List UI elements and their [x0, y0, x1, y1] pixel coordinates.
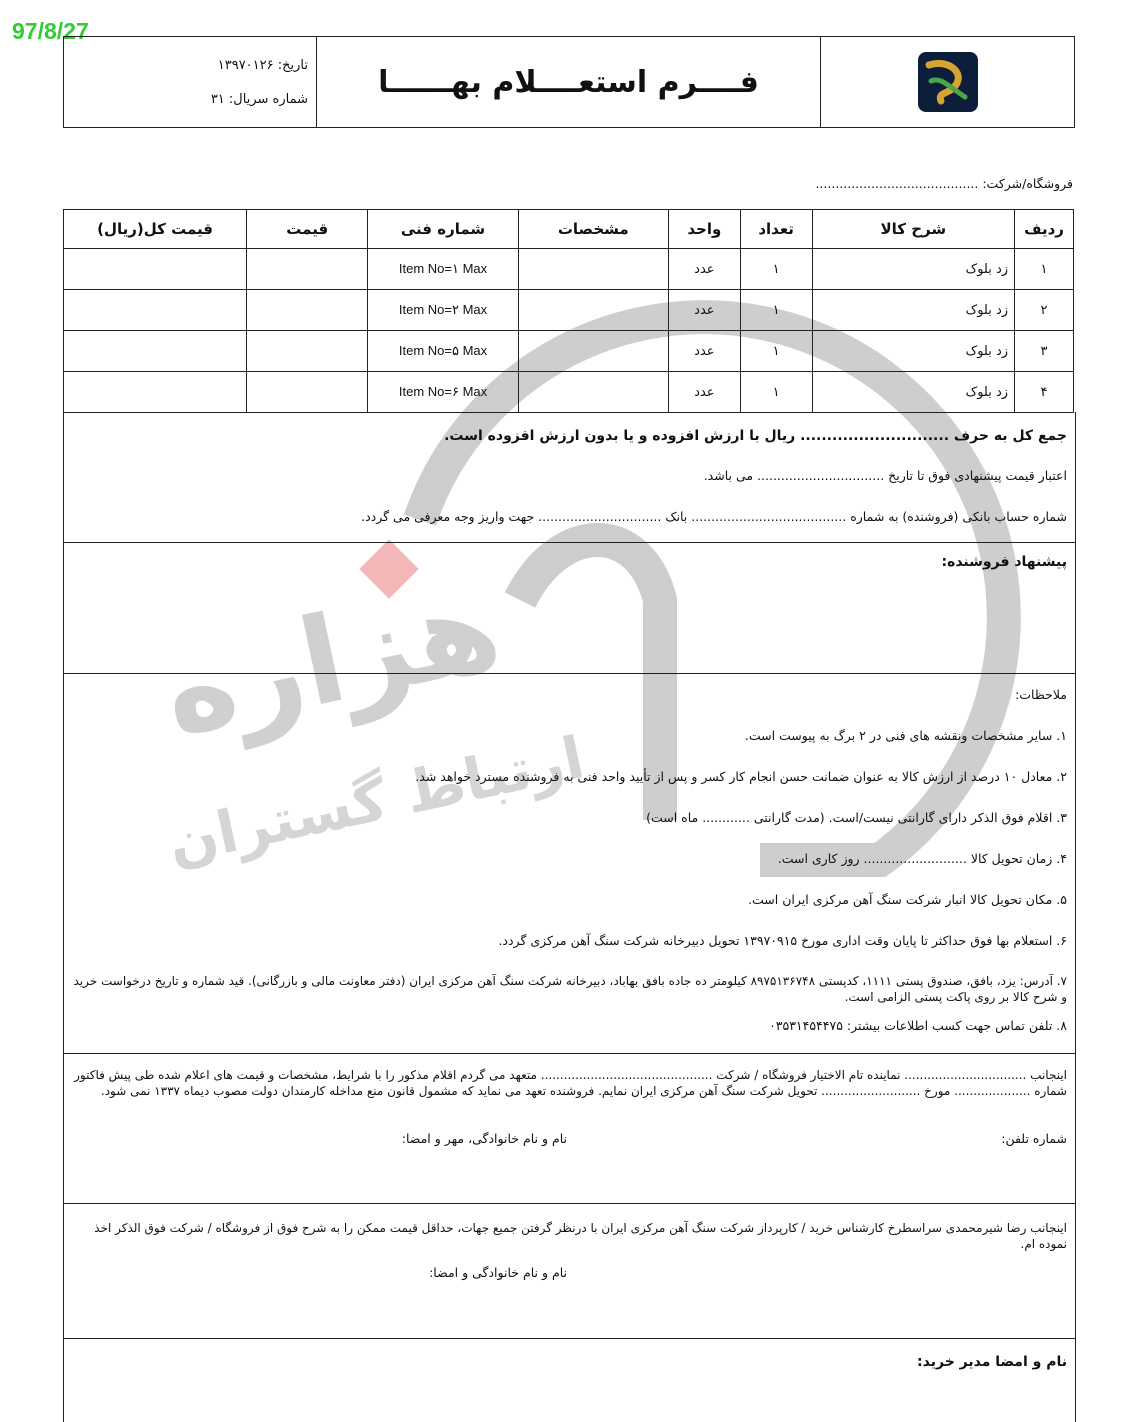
cell-technical-number: Item No=۵ Max — [368, 331, 518, 372]
cell-quantity: ۱ — [740, 372, 812, 413]
cell-specs — [518, 331, 668, 372]
shop-company-field: فروشگاه/شرکت: ......................................... — [815, 176, 1073, 191]
buyer-statement-text: اینجانب رضا شیرمحمدی سراسطرخ کارشناس خرید / کارپرداز شرکت سنگ آهن مرکزی ایران با درنظر گرفتن جمیع جهات، حداقل قیمت ممکن را به شرح فوق از فروشگاه / شرکت فوق الذکر اخذ نموده ام. — [94, 1221, 1067, 1251]
cell-price — [247, 372, 368, 413]
cell-specs — [518, 372, 668, 413]
cell-row: ۱ — [1015, 249, 1074, 290]
note-item: ۶. استعلام بها فوق حداکثر تا پایان وقت اداری مورخ ۱۳۹۷۰۹۱۵ تحویل دبیرخانه شرکت سنگ آهن مرکزی گردد. — [498, 933, 1067, 948]
note-item: ۲. معادل ۱۰ درصد از ارزش کالا به عنوان ضمانت حسن انجام کار کسر و پس از تأیید واحد فنی به فروشنده مسترد خواهد شد. — [415, 769, 1067, 784]
cell-total-price — [64, 331, 247, 372]
table-header-row — [64, 210, 1074, 249]
cell-unit: عدد — [668, 290, 740, 331]
table-row — [64, 372, 1074, 413]
vendor-commitment-text: اینجانب ................................ نماینده تام الاختیار فروشگاه / شرکت ............................................. متعهد می گردم اقلام مذکور را با شرایط، مشخصات و قیمت های اعلام شده طی پیش فاکتور شماره .................... مورخ .......................... تحویل شرکت سنگ آهن مرکزی ایران نمایم. فروشنده تعهد می نماید که مشمول قانون منع مداخله کارمندان دولت مصوب دیماه ۱۳۳۷ نمی شود. — [74, 1068, 1067, 1098]
vendor-signature: نام و نام خانوادگی، مهر و امضا: — [401, 1131, 567, 1146]
note-item: ۸. تلفن تماس جهت کسب اطلاعات بیشتر: ۰۳۵۳۱۴۵۴۴۷۵ — [769, 1018, 1067, 1033]
manager-section — [63, 1338, 1076, 1422]
cell-total-price — [64, 372, 247, 413]
notes-title: ملاحظات: — [1015, 687, 1067, 702]
notes-section — [63, 673, 1076, 1054]
cell-row: ۴ — [1015, 372, 1074, 413]
seller-offer-label: پیشنهاد فروشنده: — [941, 554, 1067, 570]
cell-quantity: ۱ — [740, 249, 812, 290]
cell-price — [247, 290, 368, 331]
corner-date: 97/8/27 — [12, 18, 89, 44]
col-specs: مشخصات — [518, 210, 668, 249]
watermark-text-sub: ارتباط گستران — [161, 723, 590, 878]
col-row: ردیف — [1015, 210, 1074, 249]
watermark-text-main: هزاره — [151, 557, 512, 764]
cell-quantity: ۱ — [740, 331, 812, 372]
table-row — [64, 331, 1074, 372]
logo-icon — [917, 51, 979, 113]
form-header — [63, 36, 1075, 128]
manager-signature-label: نام و امضا مدیر خرید: — [917, 1354, 1067, 1370]
buyer-statement-section — [63, 1203, 1076, 1339]
serial-number: شماره سریال: ۳۱ — [210, 92, 308, 107]
note-item: ۱. سایر مشخصات ونقشه های فنی در ۲ برگ به پیوست است. — [744, 728, 1067, 743]
cell-description: زد بلوک — [812, 249, 1015, 290]
col-description: شرح کالا — [812, 210, 1015, 249]
note-item: ۴. زمان تحویل کالا .......................... روز کاری است. — [777, 851, 1067, 866]
company-logo — [820, 37, 1074, 127]
cell-specs — [518, 249, 668, 290]
summary-section — [63, 412, 1076, 543]
cell-total-price — [64, 249, 247, 290]
cell-unit: عدد — [668, 331, 740, 372]
cell-description: زد بلوک — [812, 290, 1015, 331]
cell-unit: عدد — [668, 249, 740, 290]
cell-row: ۳ — [1015, 331, 1074, 372]
price-validity: اعتبار قیمت پیشنهادی فوق تا تاریخ ................................ می باشد. — [703, 468, 1067, 483]
col-unit: واحد — [668, 210, 740, 249]
vendor-phone: شماره تلفن: — [1001, 1131, 1067, 1146]
form-date: تاریخ: ۱۳۹۷۰۱۲۶ — [217, 58, 308, 73]
col-price: قیمت — [247, 210, 368, 249]
note-item: ۳. اقلام فوق الذکر دارای گارانتی نیست/است. (مدت گارانتی ............ ماه است) — [646, 810, 1067, 825]
buyer-signature: نام و نام خانوادگی و امضا: — [429, 1265, 567, 1280]
cell-description: زد بلوک — [812, 331, 1015, 372]
note-item: ۵. مکان تحویل کالا انبار شرکت سنگ آهن مرکزی ایران است. — [748, 892, 1067, 907]
bank-account: شماره حساب بانکی (فروشنده) به شماره ....................................... بانک ............................... جهت واریز وجه معرفی می گردد. — [361, 509, 1067, 524]
cell-price — [247, 331, 368, 372]
cell-description: زد بلوک — [812, 372, 1015, 413]
cell-quantity: ۱ — [740, 290, 812, 331]
header-meta — [64, 37, 316, 127]
cell-technical-number: Item No=۲ Max — [368, 290, 518, 331]
cell-technical-number: Item No=۶ Max — [368, 372, 518, 413]
col-technical-number: شماره فنی — [368, 210, 518, 249]
cell-total-price — [64, 290, 247, 331]
note-item: ۷. آدرس: یزد، بافق، صندوق پستی ۱۱۱۱، کدپستی ۸۹۷۵۱۳۶۷۴۸ کیلومتر ده جاده بافق بهاباد، دبیرخانه شرکت سنگ آهن مرکزی ایران (دفتر معاونت مالی و بازرگانی). قید شماره و تاریخ درخواست خرید و شرح کالا بر روی پاکت پستی الزامی است. — [73, 974, 1067, 1004]
vendor-commitment-section — [63, 1053, 1076, 1204]
table-row — [64, 290, 1074, 331]
col-quantity: تعداد — [740, 210, 812, 249]
cell-specs — [518, 290, 668, 331]
items-table — [63, 209, 1074, 413]
col-total-price: قیمت کل(ریال) — [64, 210, 247, 249]
cell-technical-number: Item No=۱ Max — [368, 249, 518, 290]
cell-price — [247, 249, 368, 290]
table-row — [64, 249, 1074, 290]
cell-row: ۲ — [1015, 290, 1074, 331]
total-in-words: جمع کل به حرف ............................ ریال با ارزش افزوده و یا بدون ارزش افزوده است. — [444, 428, 1067, 444]
form-title: فــــرم استعــــلام بهــــــا — [316, 37, 820, 127]
cell-unit: عدد — [668, 372, 740, 413]
seller-offer-section — [63, 542, 1076, 674]
